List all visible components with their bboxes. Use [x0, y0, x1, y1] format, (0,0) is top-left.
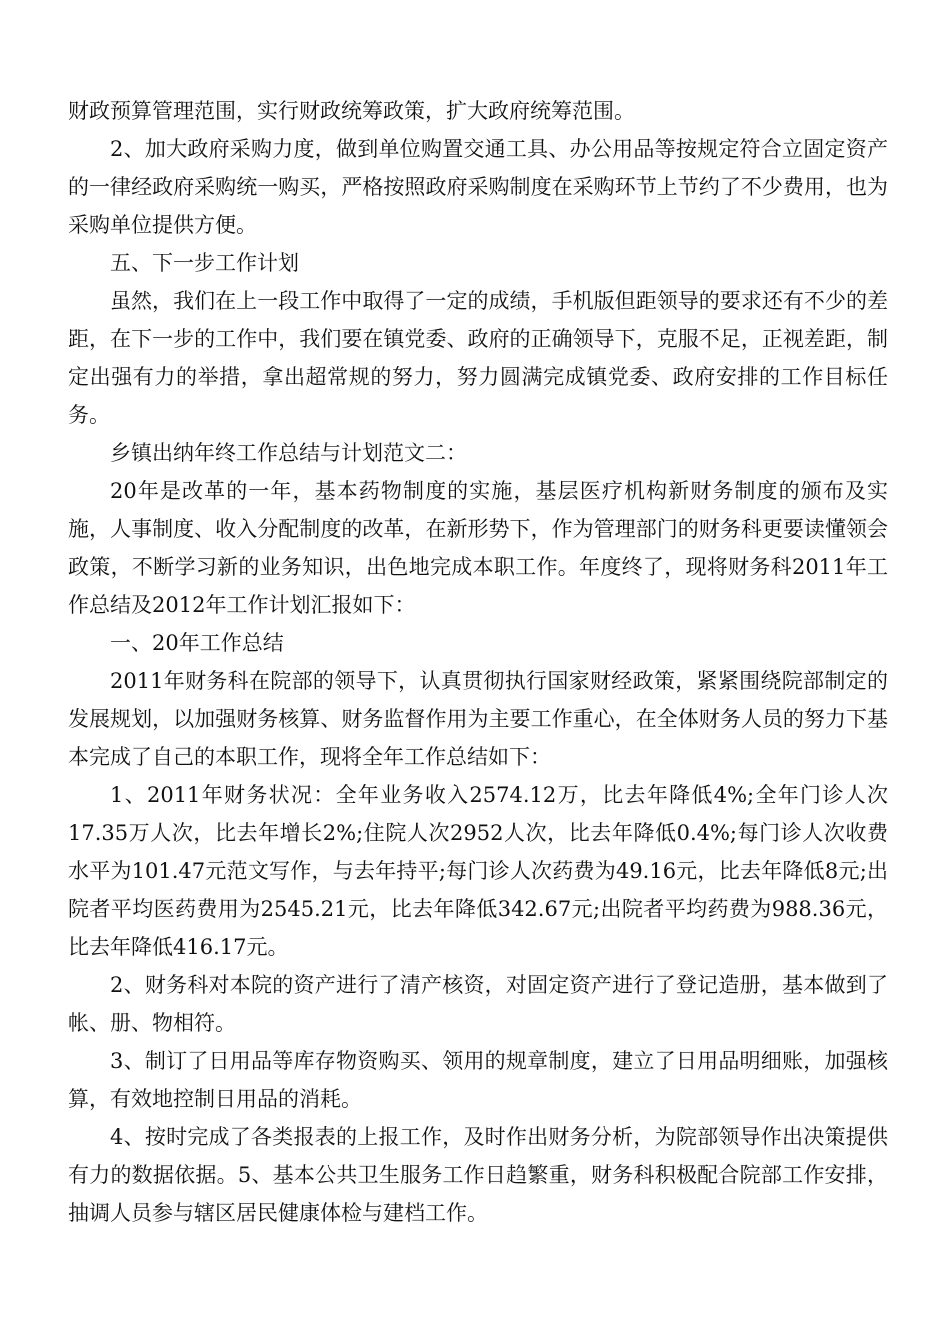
section-heading-sample-two: 乡镇出纳年终工作总结与计划范文二：	[110, 441, 467, 465]
paragraph-4: 虽然，我们在上一段工作中取得了一定的成绩，手机版但距领导的要求还有不少的差距，在下一步的工作中，我们要在镇党委、政府的正确领导下，克服不足，正视差距，制定出强有力的举措，拿出超常规的努力，努力圆满完成镇党委、政府安排的工作目标任务。	[68, 289, 888, 427]
paragraph-2: 2、加大政府采购力度，做到单位购置交通工具、办公用品等按规定符合立固定资产的一律经政府采购统一购买，严格按照政府采购制度在采购环节上节约了不少费用，也为采购单位提供方便。	[68, 137, 888, 237]
paragraph-6: 20年是改革的一年，基本药物制度的实施，基层医疗机构新财务制度的颁布及实施，人事制度、收入分配制度的改革，在新形势下，作为管理部门的财务科更要读懂领会政策，不断学习新的业务知识，出色地完成本职工作。年度终了，现将财务科2011年工作总结及2012年工作计划汇报如下：	[68, 479, 888, 617]
paragraph-9: 1、2011年财务状况：全年业务收入2574.12万，比去年降低4%;全年门诊人次17.35万人次，比去年增长2%;住院人次2952人次，比去年降低0.4%;每门诊人次收费水平为101.47元范文写作，与去年持平;每门诊人次药费为49.16元，比去年降低8元;出院者平均医药费用为2545.21元，比去年降低342.67元;出院者平均药费为988.36元，比去年降低416.17元。	[68, 783, 888, 959]
paragraph-11: 3、制订了日用品等库存物资购买、领用的规章制度，建立了日用品明细账，加强核算，有效地控制日用品的消耗。	[68, 1049, 888, 1111]
section-heading-work-summary: 一、20年工作总结	[110, 631, 284, 655]
section-heading-next-plan: 五、下一步工作计划	[110, 251, 299, 275]
paragraph-8: 2011年财务科在院部的领导下，认真贯彻执行国家财经政策，紧紧围绕院部制定的发展规划，以加强财务核算、财务监督作用为主要工作重心，在全体财务人员的努力下基本完成了自己的本职工作，现将全年工作总结如下：	[68, 669, 888, 769]
paragraph-10: 2、财务科对本院的资产进行了清产核资，对固定资产进行了登记造册，基本做到了帐、册、物相符。	[68, 973, 888, 1035]
paragraph-1: 财政预算管理范围，实行财政统筹政策，扩大政府统筹范围。	[68, 99, 635, 123]
paragraph-12: 4、按时完成了各类报表的上报工作，及时作出财务分析，为院部领导作出决策提供有力的数据依据。5、基本公共卫生服务工作日趋繁重，财务科积极配合院部工作安排，抽调人员参与辖区居民健康体检与建档工作。	[68, 1125, 888, 1225]
document-body	[68, 92, 888, 1232]
